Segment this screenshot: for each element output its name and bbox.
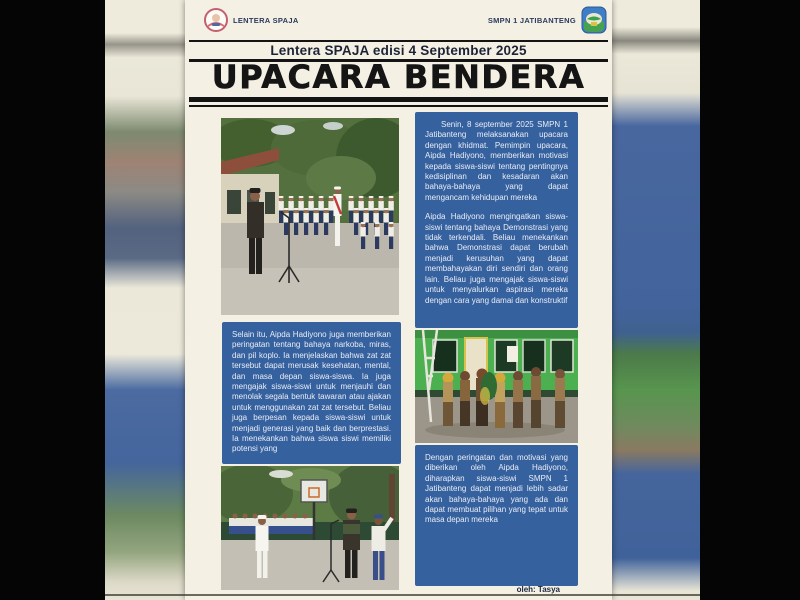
article-closing-block [415, 445, 578, 586]
headline-title: UPACARA BENDERA [211, 58, 586, 96]
paragraph-demonstrasi: Aipda Hadiyono mengingatkan siswa-siswi tentang bahaya Demonstrasi yang tidak terkendali. Beliau menekankan bahwa Demonstrasi dapat berubah menjadi kerusuhan yang dapat membahayakan diri sendiri dan orang lain. Beliau juga mengajak siswa-siswi untuk menyalurkan aspirasi mereka dengan cara yang damai dan konstruktif [425, 212, 568, 305]
edition-line: Lentera SPAJA edisi 4 September 2025 [270, 43, 527, 58]
right-brand-text: SMPN 1 JATIBANTENG [487, 15, 576, 25]
left-black-bar [0, 0, 105, 600]
divider-top [189, 40, 608, 42]
smpn-jatibanteng-logo-icon [581, 6, 607, 34]
photo-flag-ceremony [221, 118, 399, 315]
article-drug-warning-block [222, 322, 401, 464]
page-bottom-edge [105, 594, 700, 596]
photo-flag-raising [221, 466, 399, 590]
left-blurred-backdrop [105, 0, 185, 600]
newsletter-page [185, 0, 612, 600]
paragraph-intro: Senin, 8 september 2025 SMPN 1 Jatibanteng melaksanakan upacara dengan khidmat. Pemimpin upacara, Aipda Hadiyono, memberikan motivasi kepada siswa-siswi tentang pentingnya kedisiplinan dan kesadaran akan bahaya-bahaya yang dapat mengancam kehidupan mereka [425, 120, 568, 202]
paragraph-narkoba: Selain itu, Aipda Hadiyono juga memberikan peringatan tentang bahaya narkoba, miras, dan pil koplo. Ia menjelaskan bahwa zat zat tersebut dapat merusak kesehatan, mental, dan masa depan siswa-siswa. Ia juga mengajak siswa-siswi untuk menjauhi dan menolak segala bentuk tawaran atau ajakan untuk menggunakan zat zat tersebut. Beliau juga berpesan kepada siswa-siswi untuk menjadi generasi yang baik dan berprestasi. Ia menekankan bahwa siswa siswi memiliki potensi yang [232, 330, 391, 454]
right-brand [488, 6, 607, 34]
masthead [185, 6, 612, 38]
left-brand [204, 8, 299, 32]
byline: oleh: Tasya [516, 585, 560, 594]
right-black-bar [700, 0, 800, 600]
paragraph-closing: Dengan peringatan dan motivasi yang diberikan oleh Aipda Hadiyono, diharapkan siswa-siswi SMPN 1 Jatibanteng dapat menjadi lebih sadar akan bahaya-bahaya yang ada dan dapat membuat pilihan yang tepat untuk masa depan mereka [425, 453, 568, 525]
photo-teachers-group [415, 330, 578, 443]
divider-title-thick [189, 97, 608, 102]
lentera-spaja-logo-icon [204, 8, 228, 32]
right-blurred-backdrop [612, 0, 700, 600]
divider-title-thin [189, 105, 608, 107]
article-opening-block [415, 112, 578, 328]
left-brand-text: LENTERA SPAJA [233, 15, 299, 25]
